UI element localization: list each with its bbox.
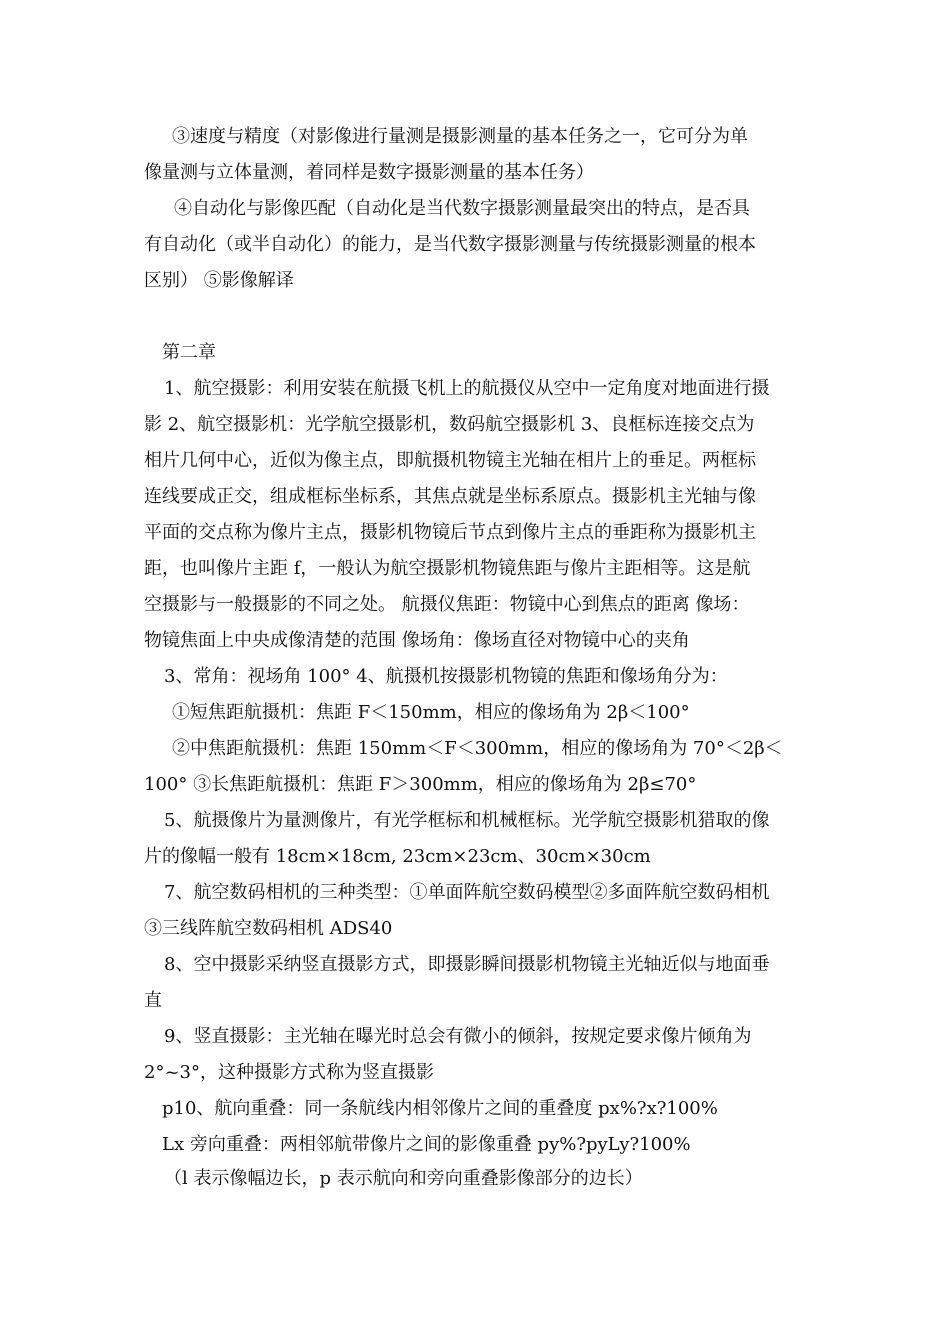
text-line: ③速度与精度（对影像进行量测是摄影测量的基本任务之一，它可分为单 [172, 126, 748, 147]
text-line: 影 2、航空摄影机：光学航空摄影机，数码航空摄影机 3、良框标连接交点为 [144, 414, 755, 435]
text-line: 9、竖直摄影：主光轴在曝光时总会有微小的倾斜，按规定要求像片倾角为 [164, 1026, 752, 1047]
text-line: 像量测与立体量测，着同样是数字摄影测量的基本任务） [144, 162, 594, 183]
text-line: 片的像幅一般有 18cm×18cm, 23cm×23cm、30cm×30cm [144, 846, 651, 867]
text-line: ②中焦距航摄机：焦距 150mm＜F＜300mm，相应的像场角为 70°＜2β＜ [172, 738, 783, 759]
text-line: 连线要成正交，组成框标坐标系，其焦点就是坐标系原点。摄影机主光轴与像 [144, 486, 756, 507]
text-line: 8、空中摄影采纳竖直摄影方式，即摄影瞬间摄影机物镜主光轴近似与地面垂 [164, 954, 770, 975]
text-line: 100° ③长焦距航摄机：焦距 F＞300mm，相应的像场角为 2β≤70° [144, 774, 697, 795]
text-line: 区别） ⑤影像解译 [144, 270, 294, 291]
text-line: 平面的交点称为像片主点，摄影机物镜后节点到像片主点的垂距称为摄影机主 [144, 522, 756, 543]
text-line: ④自动化与影像匹配（自动化是当代数字摄影测量最突出的特点，是否具 [174, 198, 750, 219]
text-line: 3、常角：视场角 100° 4、航摄机按摄影机物镜的焦距和像场角分为： [164, 666, 728, 687]
text-line: 有自动化（或半自动化）的能力，是当代数字摄影测量与传统摄影测量的根本 [144, 234, 756, 255]
text-line: Lx 旁向重叠：两相邻航带像片之间的影像重叠 py%?pyLy?100% [162, 1134, 691, 1155]
text-line: 距，也叫像片主距 f，一般认为航空摄影机物镜焦距与像片主距相等。这是航 [144, 558, 751, 579]
chapter-heading: 第二章 [162, 342, 216, 363]
text-line: 直 [144, 990, 162, 1011]
text-line: 7、航空数码相机的三种类型：①单面阵航空数码模型②多面阵航空数码相机 [164, 882, 770, 903]
text-line: p10、航向重叠：同一条航线内相邻像片之间的重叠度 px%?x?100% [162, 1098, 718, 1119]
text-line: 1、航空摄影：利用安装在航摄飞机上的航摄仪从空中一定角度对地面进行摄 [164, 378, 770, 399]
text-line: ③三线阵航空数码相机 ADS40 [144, 918, 393, 939]
text-line: 2°~3°，这种摄影方式称为竖直摄影 [144, 1062, 434, 1083]
text-line: （l 表示像幅边长，p 表示航向和旁向重叠影像部分的边长） [164, 1168, 643, 1189]
text-line: 5、航摄像片为量测像片，有光学框标和机械框标。光学航空摄影机猎取的像 [164, 810, 770, 831]
text-line: 空摄影与一般摄影的不同之处。 航摄仪焦距：物镜中心到焦点的距离 像场： [144, 594, 750, 615]
text-line: 物镜焦面上中央成像清楚的范围 像场角：像场直径对物镜中心的夹角 [144, 630, 690, 651]
text-line: ①短焦距航摄机：焦距 F＜150mm，相应的像场角为 2β＜100° [172, 702, 690, 723]
text-line: 相片几何中心，近似为像主点，即航摄机物镜主光轴在相片上的垂足。两框标 [144, 450, 756, 471]
